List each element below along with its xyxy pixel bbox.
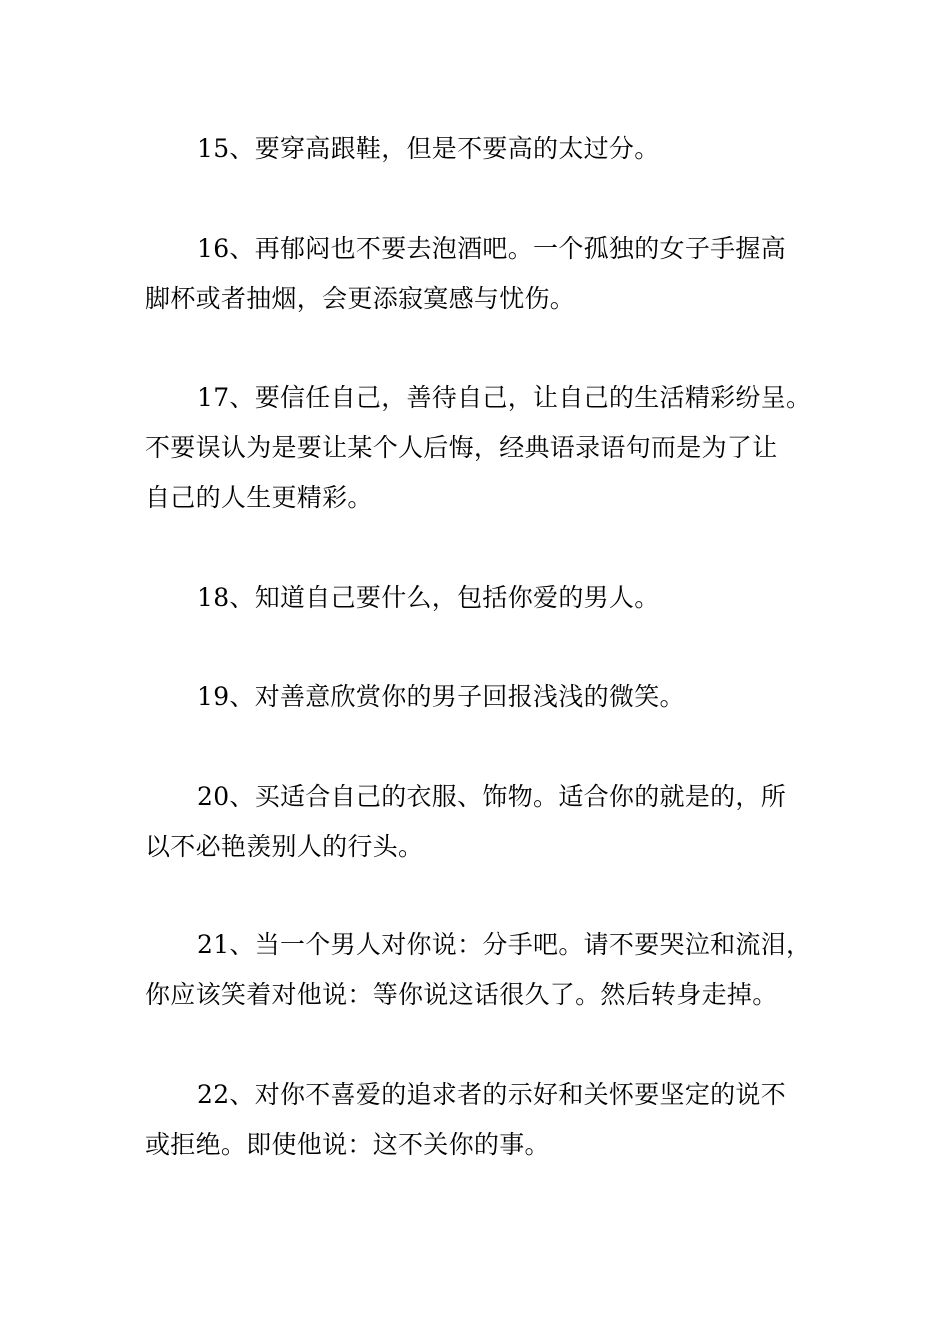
paragraph-15 [145, 124, 810, 174]
paragraph-line: 自己的人生更精彩。 [145, 483, 373, 512]
paragraph-22 [145, 1070, 810, 1170]
paragraph-16 [145, 224, 810, 324]
paragraph-line: 20、买适合自己的衣服、饰物。适合你的就是的，所 [197, 782, 787, 811]
paragraph-line: 22、对你不喜爱的追求者的示好和关怀要坚定的说不 [197, 1080, 787, 1109]
paragraph-line: 或拒绝。即使他说：这不关你的事。 [145, 1130, 550, 1159]
paragraph-line: 15、要穿高跟鞋，但是不要高的太过分。 [197, 134, 660, 163]
paragraph-20 [145, 772, 810, 872]
paragraph-line: 16、再郁闷也不要去泡酒吧。一个孤独的女子手握高 [197, 234, 787, 263]
paragraph-line: 脚杯或者抽烟，会更添寂寞感与忧伤。 [145, 284, 576, 313]
paragraph-line: 18、知道自己要什么，包括你爱的男人。 [197, 583, 660, 612]
paragraph-21 [145, 920, 810, 1020]
paragraph-line: 你应该笑着对他说：等你说这话很久了。然后转身走掉。 [145, 980, 778, 1009]
paragraph-line: 不要误认为是要让某个人后悔，经典语录语句而是为了让 [145, 433, 778, 462]
paragraph-18 [145, 573, 810, 623]
paragraph-line: 21、当一个男人对你说：分手吧。请不要哭泣和流泪， [197, 930, 812, 959]
paragraph-line: 19、对善意欣赏你的男子回报浅浅的微笑。 [197, 682, 685, 711]
paragraph-17 [145, 373, 810, 523]
paragraph-19 [145, 672, 810, 722]
paragraph-line: 17、要信任自己，善待自己，让自己的生活精彩纷呈。 [197, 383, 812, 412]
paragraph-line: 以不必艳羡别人的行头。 [145, 832, 424, 861]
